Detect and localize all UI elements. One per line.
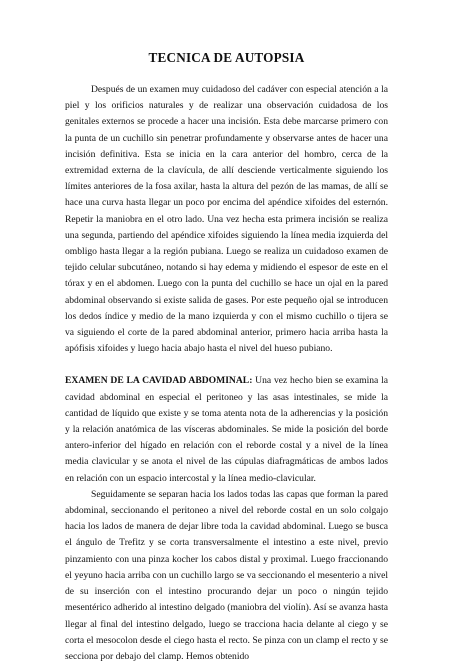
paragraph-incision: Después de un examen muy cuidadoso del cadáver con especial atención a la piel y los orificios naturales y de realizar una observación cuidadosa de los genitales externos se procede a hacer una incisión. Esta debe marcarse primero con la punta de un cuchillo sin penetrar profundamente y observarse antes de hacer una incisión definitiva. Esta se inicia en la cara anterior del hombro, cerca de la extremidad externa de la clavícula, de allí desciende verticalmente siguiendo los límites anteriores de la fosa axilar, hasta la altura del pezón de las mamas, de allí se hace una curva hasta llegar un poco por encima del apéndice xifoides del esternón. Repetir la maniobra en el otro lado. Una vez hecha esta primera incisión se realiza una segunda, partiendo del apéndice xifoides siguiendo la línea media izquierda del ombligo hasta llegar a la región pubiana. Luego se realiza un cuidadoso examen de tejido celular subcutáneo, notando si hay edema y midiendo el espesor de este en el tórax y en el abdomen. Luego con la punta del cuchillo se hace un ojal en la pared abdominal observando si existe salida de gases. Por este pequeño ojal se introducen los dedos índice y medio de la mano izquierda y con el mismo cuchillo o tijera se va siguiendo el corte de la pared abdominal anterior, primero hacia arriba hasta la apófisis xifoides y luego hacia abajo hasta el nivel del hueso pubiano. bbox=[65, 84, 388, 355]
paragraph-intestine-removal: Seguidamente se separan hacia los lados todas las capas que forman la pared abdominal, seccionando el peritoneo a nivel del reborde costal en un solo colgajo hacia los lados de manera de dejar libre toda la cavidad abdominal. Luego se busca el ángulo de Trefitz y se corta transversalmente el intestino a este nivel, previo pinzamiento con una pinza kocher los cabos distal y proximal. Luego fraccionando el yeyuno hacia arriba con un cuchillo largo se va seccionando el mesenterio a nivel de su inserción con el intestino procurando dejar un poco o ningún tejido mesentérico adherido al intestino delgado (maniobra del violín). Así se avanza hasta llegar al final del intestino delgado, luego se tracciona hacia delante al ciego y se corta el mesocolon desde el ciego hasta el recto. Se pinza con un clamp el recto y se secciona por debajo del clamp. Hemos obtenido bbox=[65, 488, 388, 662]
paragraph-abdominal-exam-text: Una vez hecho bien se examina la cavidad abdominal en especial el peritoneo y las asas intestinales, se mide la cantidad de líquido que existe y se toma atenta nota de la adherencias y la posición y la relación anatómica de las vísceras abdominales. Se mide la posición del borde antero-inferior del hígado en relación con el reborde costal y a nivel de la línea media clavicular y se anota el nivel de las cúpulas diafragmáticas de ambos lados en relación con un espacio intercostal y la línea medio-clavicular. bbox=[65, 375, 388, 484]
document-title: TECNICA DE AUTOPSIA bbox=[148, 50, 305, 65]
paragraph-abdominal-exam bbox=[65, 373, 388, 486]
section-heading: EXAMEN DE LA CAVIDAD ABDOMINAL: bbox=[65, 375, 253, 387]
